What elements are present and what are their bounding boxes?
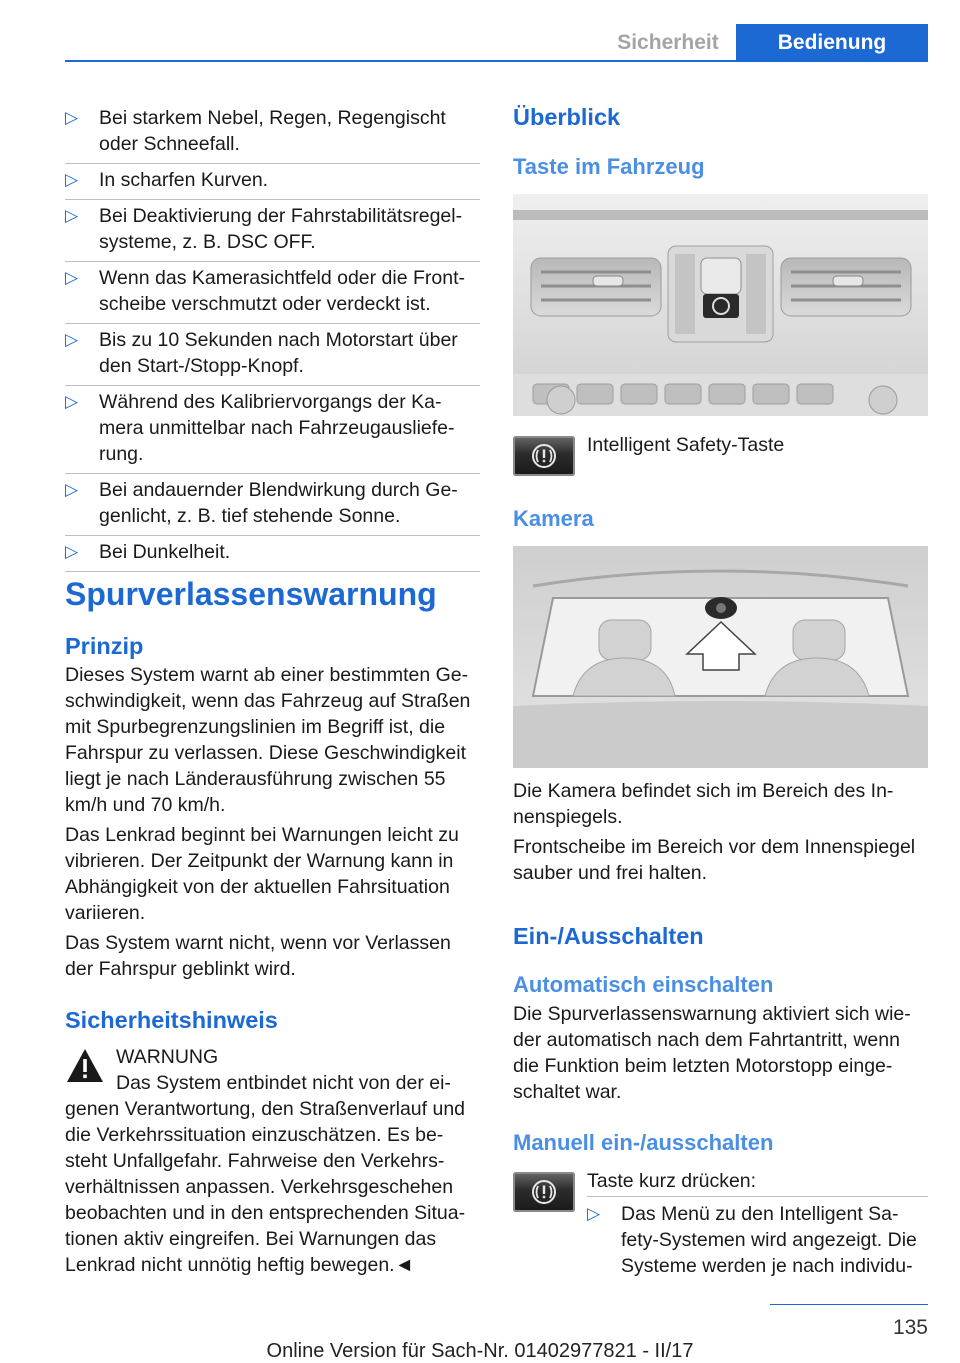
- tab-sicherheit[interactable]: Sicherheit: [617, 31, 719, 54]
- tab-bedienung[interactable]: Bedienung: [736, 24, 928, 62]
- list-item: ▷ Bei Dunkelheit.: [65, 536, 480, 572]
- list-item: ▷ Bei andauernder Blendwirkung durch Ge-genlicht, z. B. tief stehende Sonne.: [65, 474, 480, 536]
- header-divider: [65, 60, 928, 62]
- triangle-bullet-icon: ▷: [65, 268, 79, 287]
- button-caption: Intelligent Safety-Taste: [587, 434, 785, 456]
- footer-divider: [770, 1304, 928, 1305]
- safety-symbol-icon: [531, 443, 557, 469]
- button-heading: Taste im Fahrzeug: [513, 154, 705, 179]
- auto-heading: Automatisch einschalten: [513, 972, 774, 997]
- safety-heading: Sicherheitshinweis: [65, 1007, 278, 1033]
- list-item: ▷ Bei starkem Nebel, Regen, Regengischt oder Schneefall.: [65, 102, 480, 164]
- triangle-bullet-icon: ▷: [65, 108, 79, 127]
- triangle-bullet-icon: ▷: [65, 542, 79, 561]
- onoff-heading: Ein-/Ausschalten: [513, 923, 704, 949]
- warning-label: WARNUNG: [116, 1046, 219, 1068]
- auto-paragraph: Die Spurverlassenswarnung aktiviert sich wie-der automatisch nach dem Fahrtantritt, wenn die Funktion beim letzten Motorstopp einge-schaltet war.: [513, 1003, 911, 1103]
- dashboard-photo: [513, 194, 928, 416]
- condition-list: [65, 102, 480, 572]
- prinzip-heading: Prinzip: [65, 633, 144, 659]
- list-item: ▷ Bei Deaktivierung der Fahrstabilitätsregel-systeme, z. B. DSC OFF.: [65, 200, 480, 262]
- safety-symbol-icon: [531, 1179, 557, 1205]
- triangle-bullet-icon: ▷: [65, 330, 79, 349]
- manual-instruction: Taste kurz drücken:: [587, 1170, 757, 1192]
- prinzip-paragraph-1: Dieses System warnt ab einer bestimmten Ge-schwindigkeit, wenn das Fahrzeug auf Straßen mit Spurbegrenzungslinien im Begriff ist, die Fahrspur zu verlassen. Diese Geschwindigkeit liegt je nach Länderausführung zwischen 55 km/h und 70 km/h.: [65, 664, 471, 816]
- triangle-bullet-icon: ▷: [65, 206, 79, 225]
- triangle-bullet-icon: ▷: [587, 1204, 601, 1223]
- camera-illustration: [513, 546, 928, 768]
- page-number: 135: [892, 1316, 928, 1339]
- list-item: ▷ Bis zu 10 Sekunden nach Motorstart über den Start-/Stopp-Knopf.: [65, 324, 480, 386]
- triangle-bullet-icon: ▷: [65, 170, 79, 189]
- prinzip-paragraph-3: Das System warnt nicht, wenn vor Verlassen der Fahrspur geblinkt wird.: [65, 932, 451, 980]
- section-title: Spurverlassenswarnung: [65, 576, 437, 612]
- overview-heading: Überblick: [513, 104, 621, 130]
- camera-photo: [513, 546, 928, 768]
- camera-paragraph-2: Frontscheibe im Bereich vor dem Innenspiegel sauber und frei halten.: [513, 836, 916, 884]
- camera-heading: Kamera: [513, 506, 594, 531]
- list-item: ▷ Wenn das Kamerasichtfeld oder die Front-scheibe verschmutzt oder verdeckt ist.: [65, 262, 480, 324]
- manual-list: [587, 1196, 928, 1285]
- warning-text: Das System entbindet nicht von der ei-genen Verantwortung, den Straßenverlauf und die Verkehrssituation einzuschätzen. Es be-steht Unfallgefahr. Fahrweise den Verkehrs-verhältnissen anpassen. Verkehrsgeschehen beobachten und in den entsprechenden Situa-tionen aktiv eingreifen. Bei Warnungen das Lenkrad nicht unnötig heftig bewegen.◄: [65, 1072, 466, 1276]
- list-item: ▷ Das Menü zu den Intelligent Sa-fety-Systemen wird angezeigt. Die Systeme werden je nach individu-: [587, 1203, 917, 1277]
- manual-heading: Manuell ein-/ausschalten: [513, 1130, 774, 1155]
- online-version-note: Online Version für Sach-Nr. 01402977821 - II/17: [266, 1340, 694, 1362]
- intelligent-safety-button-icon-2: [513, 1172, 575, 1212]
- prinzip-paragraph-2: Das Lenkrad beginnt bei Warnungen leicht zu vibrieren. Der Zeitpunkt der Warnung kann in Abhängigkeit von der aktuellen Fahrsituation variieren.: [65, 824, 459, 924]
- camera-paragraph-1: Die Kamera befindet sich im Bereich des In-nenspiegels.: [513, 780, 894, 828]
- list-item: ▷ In scharfen Kurven.: [65, 164, 480, 200]
- triangle-bullet-icon: ▷: [65, 392, 79, 411]
- dashboard-illustration: [513, 194, 928, 416]
- triangle-bullet-icon: ▷: [65, 480, 79, 499]
- intelligent-safety-button-icon: [513, 436, 575, 476]
- warning-box: [65, 1044, 480, 1304]
- list-item: ▷ Während des Kalibriervorgangs der Ka-mera unmittelbar nach Fahrzeugausliefe-rung.: [65, 386, 480, 474]
